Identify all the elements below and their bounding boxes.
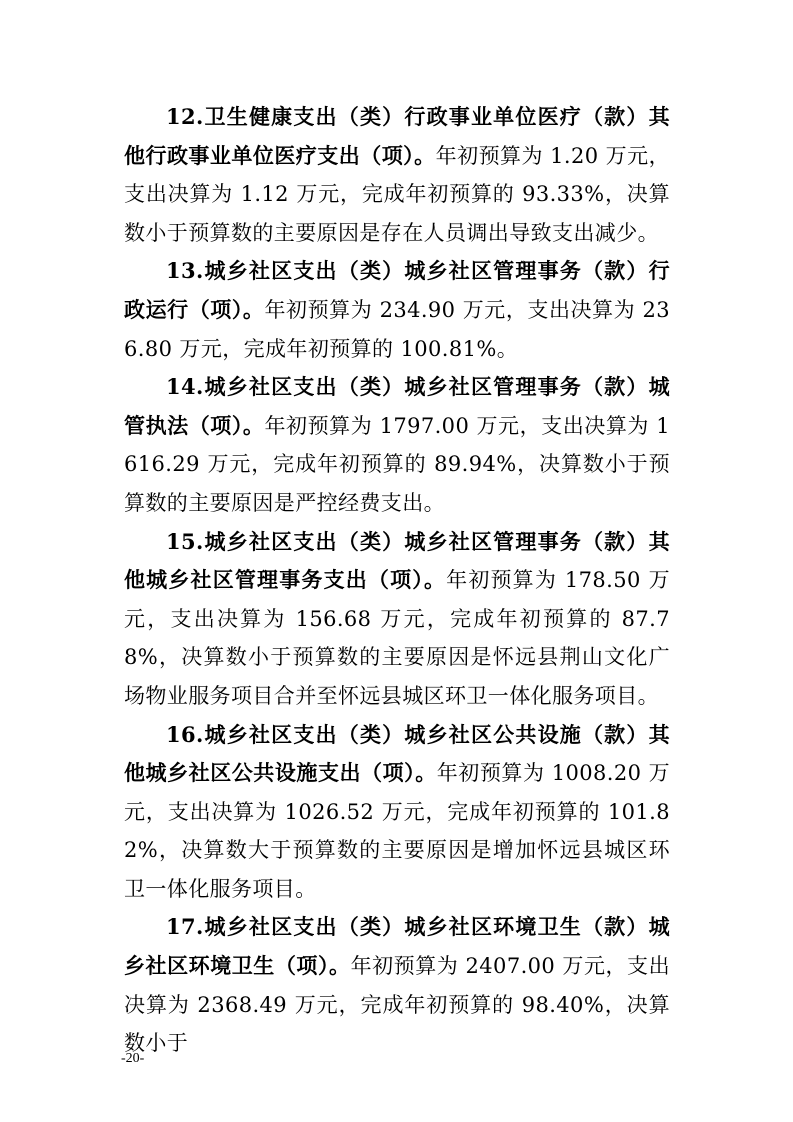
budget-item-15 [124, 523, 670, 716]
budget-item-17 [124, 908, 670, 1062]
item-heading: 17.城乡社区支出（类）城乡社区环境卫生（款）城乡社区环境卫生（项）。 [124, 914, 670, 979]
item-body: 年初预算为 178.50 万元，支出决算为 156.68 万元，完成年初预算的 87.78%，决算数小于预算数的主要原因是怀远县荆山文化广场物业服务项目合并至怀远县城区环卫一体化服务项目。 [124, 568, 670, 708]
page-number: -20- [121, 1051, 145, 1066]
item-heading: 16.城乡社区支出（类）城乡社区公共设施（款）其他城乡社区公共设施支出（项）。 [124, 721, 670, 786]
item-body: 年初预算为 2407.00 万元，支出决算为 2368.49 万元，完成年初预算的 98.40%，决算数小于 [124, 954, 671, 1056]
item-body: 年初预算为 1.20 万元，支出决算为 1.12 万元，完成年初预算的 93.33%，决算数小于预算数的主要原因是存在人员调出导致支出减少。 [124, 143, 671, 245]
item-body: 年初预算为 234.90 万元，支出决算为 236.80 万元，完成年初预算的 100.81%。 [124, 297, 670, 361]
document-body [124, 98, 670, 1063]
item-heading: 15.城乡社区支出（类）城乡社区管理事务（款）其他城乡社区管理事务支出（项）。 [124, 528, 670, 593]
item-heading: 14.城乡社区支出（类）城乡社区管理事务（款）城管执法（项）。 [124, 374, 670, 438]
item-heading: 13.城乡社区支出（类）城乡社区管理事务（款）行政运行（项）。 [124, 258, 670, 322]
item-body: 年初预算为 1797.00 万元，支出决算为 1616.29 万元，完成年初预算的 89.94%，决算数小于预算数的主要原因是严控经费支出。 [124, 413, 670, 515]
budget-item-13 [124, 252, 670, 368]
budget-item-14 [124, 368, 670, 522]
budget-item-16 [124, 716, 670, 909]
budget-item-12 [124, 98, 670, 252]
item-body: 年初预算为 1008.20 万元，支出决算为 1026.52 万元，完成年初预算的 101.82%，决算数大于预算数的主要原因是增加怀远县城区环卫一体化服务项目。 [124, 761, 670, 901]
item-heading: 12.卫生健康支出（类）行政事业单位医疗（款）其他行政事业单位医疗支出（项）。 [124, 104, 670, 168]
